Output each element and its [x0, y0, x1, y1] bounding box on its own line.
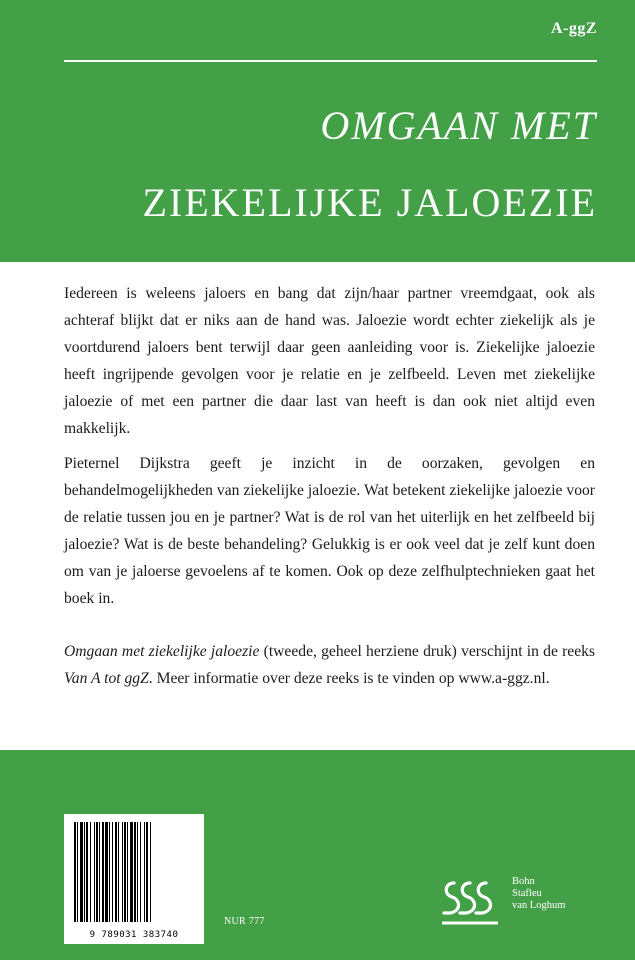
barcode-stripe — [130, 822, 133, 922]
barcode-stripe — [122, 822, 123, 922]
paragraph3-text-b: . Meer informatie over deze reeks is te vinden op www.a-ggz.nl. — [148, 670, 550, 687]
blurb-paragraph-2: Pieternel Dijkstra geeft je inzicht in de oorzaken, gevolgen en behandelmogelijkheden van ziekelijke jaloezie. Wat betekent ziekelijke jaloezie voor de relatie tussen jou en je partner? Wat is de rol van het uiterlijk en het zelfbeeld bij jaloezie? Wat is de beste behandeling? Gelukkig is er ook veel dat je zelf kunt doen om van je jaloerse gevoelens af te komen. Ook op deze zelfhulptechnieken gaat het boek in. — [64, 455, 595, 607]
paragraph3-text-a: (tweede, geheel herziene druk) verschijnt in de reeks — [259, 643, 595, 660]
series-label: A-ggZ — [550, 20, 597, 37]
barcode-stripe — [94, 822, 95, 922]
book-title-line2: ZIEKELIJKE JALOEZIE — [142, 180, 597, 225]
barcode-stripe — [134, 822, 136, 922]
barcode-stripe — [118, 822, 119, 922]
blurb-paragraph-3 — [64, 638, 595, 692]
barcode-stripe — [137, 822, 138, 922]
blurb-panel — [0, 262, 635, 750]
barcode-stripe — [124, 822, 126, 922]
publisher-line-2: Stafleu — [512, 888, 542, 899]
barcode-stripe — [84, 822, 85, 922]
barcode-stripe — [146, 822, 148, 922]
publisher-line-1: Bohn — [512, 876, 535, 887]
series-name-italic: Van A tot ggZ — [64, 670, 149, 687]
barcode-stripe — [74, 822, 76, 922]
barcode-stripe — [109, 822, 110, 922]
barcode-bars — [72, 822, 196, 926]
header-divider — [64, 60, 597, 62]
book-title-italic: Omgaan met ziekelijke jaloezie — [64, 643, 260, 660]
barcode-stripe — [112, 822, 113, 922]
barcode-stripe — [115, 822, 117, 922]
barcode-stripe — [127, 822, 128, 922]
barcode-stripe — [96, 822, 98, 922]
cover-top-panel — [0, 0, 635, 262]
nur-code: NUR 777 — [224, 916, 265, 927]
barcode-stripe — [102, 822, 104, 922]
cover-bottom-panel — [0, 750, 635, 960]
barcode-stripe — [90, 822, 91, 922]
barcode-stripe — [105, 822, 108, 922]
publisher-logo-icon — [440, 877, 504, 929]
blurb-paragraph-1: Iedereen is weleens jaloers en bang dat zijn/haar partner vreemdgaat, ook als achteraf blijkt dat er niks aan de hand was. Jaloezie wordt echter ziekelijk als je voortdurend jaloers bent terwijl daar geen aanleiding voor is. Ziekelijke jaloezie heeft ingrijpende gevolgen voor je relatie en je zelfbeeld. Leven met ziekelijke jaloezie of met een partner die daar last van heeft is dan ook niet altijd even makkelijk. — [64, 285, 595, 437]
isbn-number: 9 789031 383740 — [89, 930, 179, 940]
book-title-line1: OMGAAN MET — [320, 103, 597, 148]
publisher-line-3: van Loghum — [512, 900, 566, 911]
barcode-stripe — [99, 822, 100, 922]
barcode — [64, 814, 204, 944]
barcode-stripe — [80, 822, 83, 922]
barcode-stripe — [86, 822, 88, 922]
publisher-name — [512, 876, 565, 912]
barcode-stripe — [150, 822, 151, 922]
barcode-stripe — [140, 822, 141, 922]
barcode-stripe — [144, 822, 145, 922]
barcode-stripe — [77, 822, 78, 922]
